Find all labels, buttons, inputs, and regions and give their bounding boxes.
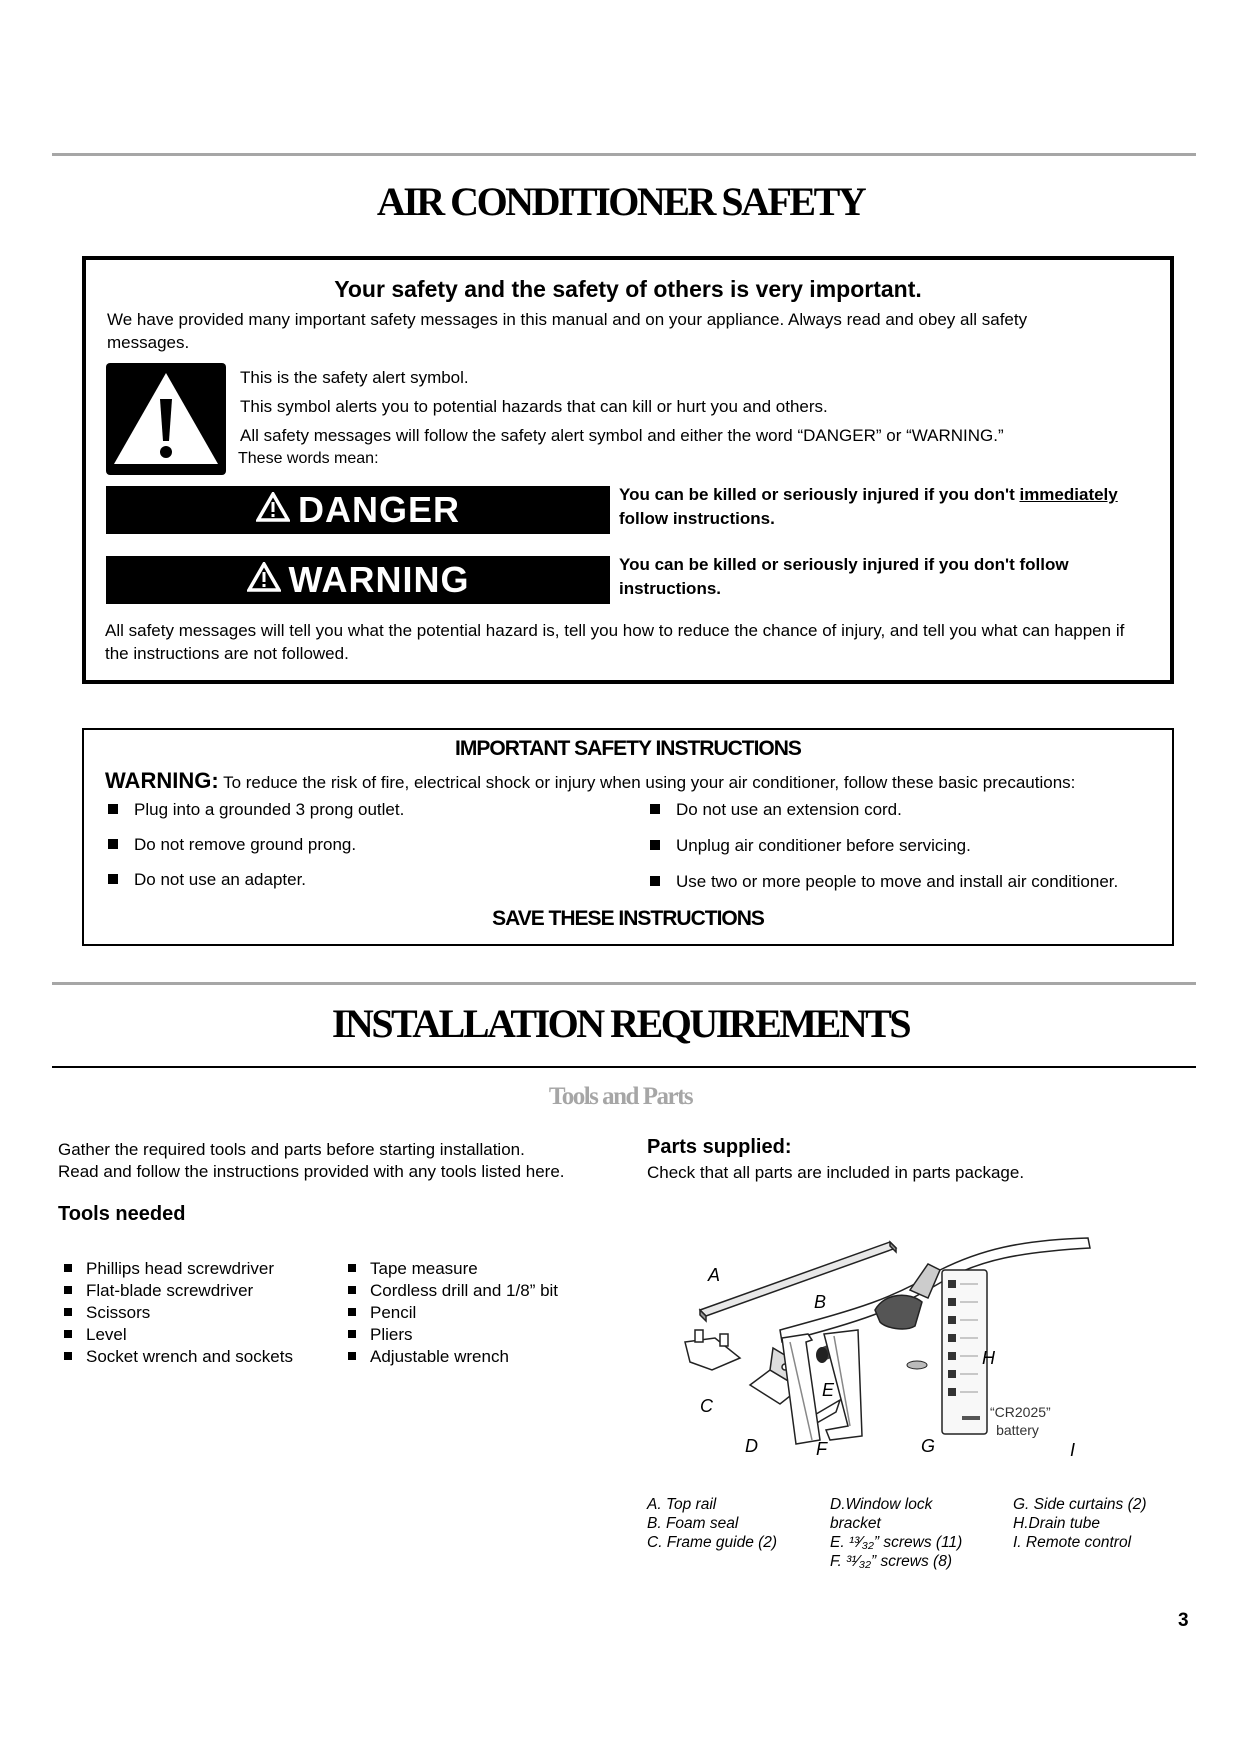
- warning-alert-icon: [247, 559, 281, 601]
- important-instructions-box: [82, 728, 1174, 946]
- installation-top-rule: [52, 982, 1196, 985]
- instructions-heading: IMPORTANT SAFETY INSTRUCTIONS: [455, 737, 801, 760]
- danger-signal-word: [106, 486, 610, 534]
- safety-box-footer: All safety messages will tell you what the potential hazard is, tell you how to reduce the chance of injury, and tell you what can happen if the instructions are not followed.: [105, 621, 1125, 663]
- alert-line-2: This symbol alerts you to potential hazards that can kill or hurt you and others.: [240, 397, 828, 416]
- gather-line-2: Read and follow the instructions provided with any tools listed here.: [58, 1162, 565, 1181]
- tool-item: Tape measure: [348, 1258, 558, 1280]
- parts-legend-3: G. Side curtains (2) H.Drain tube I. Remote control: [1013, 1496, 1147, 1551]
- instruction-right-2: Unplug air conditioner before servicing.: [650, 834, 971, 857]
- tool-item: Level: [64, 1324, 293, 1346]
- tool-item: Pliers: [348, 1324, 558, 1346]
- danger-text-emphasis: immediately: [1019, 485, 1118, 504]
- battery-illustration: [907, 1361, 927, 1369]
- tools-list-1: [64, 1258, 293, 1368]
- instruction-right-1: Do not use an extension cord.: [650, 798, 902, 821]
- safety-alert-icon: [106, 363, 226, 475]
- alert-line-3: All safety messages will follow the safety alert symbol and either the word “DANGER” or “WARNING.”: [240, 426, 1004, 445]
- tool-item: Scissors: [64, 1302, 293, 1324]
- diagram-label-h: H: [982, 1348, 995, 1368]
- tool-item: Pencil: [348, 1302, 558, 1324]
- instructions-warning: [105, 768, 1165, 794]
- instruction-left-2: Do not remove ground prong.: [108, 833, 356, 856]
- diagram-label-g: G: [921, 1436, 936, 1456]
- tools-parts-subtitle: Tools and Parts: [548, 1083, 693, 1110]
- instructions-warning-label: WARNING:: [105, 768, 219, 793]
- instruction-right-3: Use two or more people to move and install air conditioner.: [650, 870, 1118, 893]
- section-title-safety: AIR CONDITIONER SAFETY: [376, 179, 865, 224]
- frame-guide-illustration: [685, 1330, 740, 1370]
- diagram-label-e: E: [822, 1380, 835, 1400]
- save-instructions: SAVE THESE INSTRUCTIONS: [492, 907, 764, 930]
- danger-text: You can be killed or seriously injured if you don't immediately follow instructions.: [619, 485, 1118, 528]
- parts-text: Check that all parts are included in parts package.: [647, 1163, 1025, 1182]
- diagram-label-a: A: [708, 1265, 721, 1285]
- tool-item: Adjustable wrench: [348, 1346, 558, 1368]
- danger-label: DANGER: [297, 489, 460, 530]
- warning-text: You can be killed or seriously injured if you don't follow instructions.: [619, 555, 1069, 598]
- diagram-label-i: I: [1070, 1440, 1076, 1460]
- warning-signal-word: [106, 556, 610, 604]
- tools-list-2: [348, 1258, 558, 1368]
- parts-legend-2: D.Window lock bracket E. ¹³⁄₃₂” screws (11) F. ³¹⁄₃₂” screws (8): [830, 1496, 963, 1570]
- instruction-left-1: Plug into a grounded 3 prong outlet.: [108, 798, 404, 821]
- top-rule: [52, 153, 1196, 156]
- diagram-label-f: F: [816, 1439, 827, 1459]
- parts-legend-1: A. Top rail B. Foam seal C. Frame guide (2): [647, 1496, 778, 1551]
- alert-line-1: This is the safety alert symbol.: [240, 368, 469, 387]
- safety-box-intro: We have provided many important safety messages in this manual and on your appliance. Always read and obey all safety messages.: [107, 310, 1028, 352]
- diagram-label-d: D: [745, 1436, 758, 1456]
- remote-control-illustration: [942, 1270, 987, 1434]
- tool-item: Phillips head screwdriver: [64, 1258, 293, 1280]
- page-number: 3: [1178, 1610, 1189, 1631]
- tools-heading: Tools needed: [58, 1203, 186, 1225]
- instructions-warning-text: To reduce the risk of fire, electrical shock or injury when using your air conditioner, follow these basic precautions:: [223, 773, 1076, 792]
- danger-alert-icon: [256, 489, 290, 531]
- gather-line-1: Gather the required tools and parts before starting installation.: [58, 1140, 525, 1159]
- tool-item: Flat-blade screwdriver: [64, 1280, 293, 1302]
- instruction-left-3: Do not use an adapter.: [108, 868, 306, 891]
- diagram-label-c: C: [700, 1396, 713, 1416]
- foam-seal-illustration: [780, 1238, 1090, 1342]
- parts-heading: Parts supplied:: [647, 1136, 792, 1158]
- words-mean: These words mean:: [238, 450, 379, 467]
- tool-item: Cordless drill and 1/8” bit: [348, 1280, 558, 1302]
- diagram-label-b: B: [814, 1292, 827, 1312]
- section-title-installation: INSTALLATION REQUIREMENTS: [331, 1001, 910, 1046]
- installation-rule: [52, 1066, 1196, 1068]
- warning-label: WARNING: [288, 559, 470, 600]
- safety-box-heading: Your safety and the safety of others is very important.: [334, 276, 922, 302]
- battery-label: “CR2025” battery: [990, 1404, 1051, 1438]
- tool-item: Socket wrench and sockets: [64, 1346, 293, 1368]
- drain-tube-illustration: [875, 1264, 940, 1329]
